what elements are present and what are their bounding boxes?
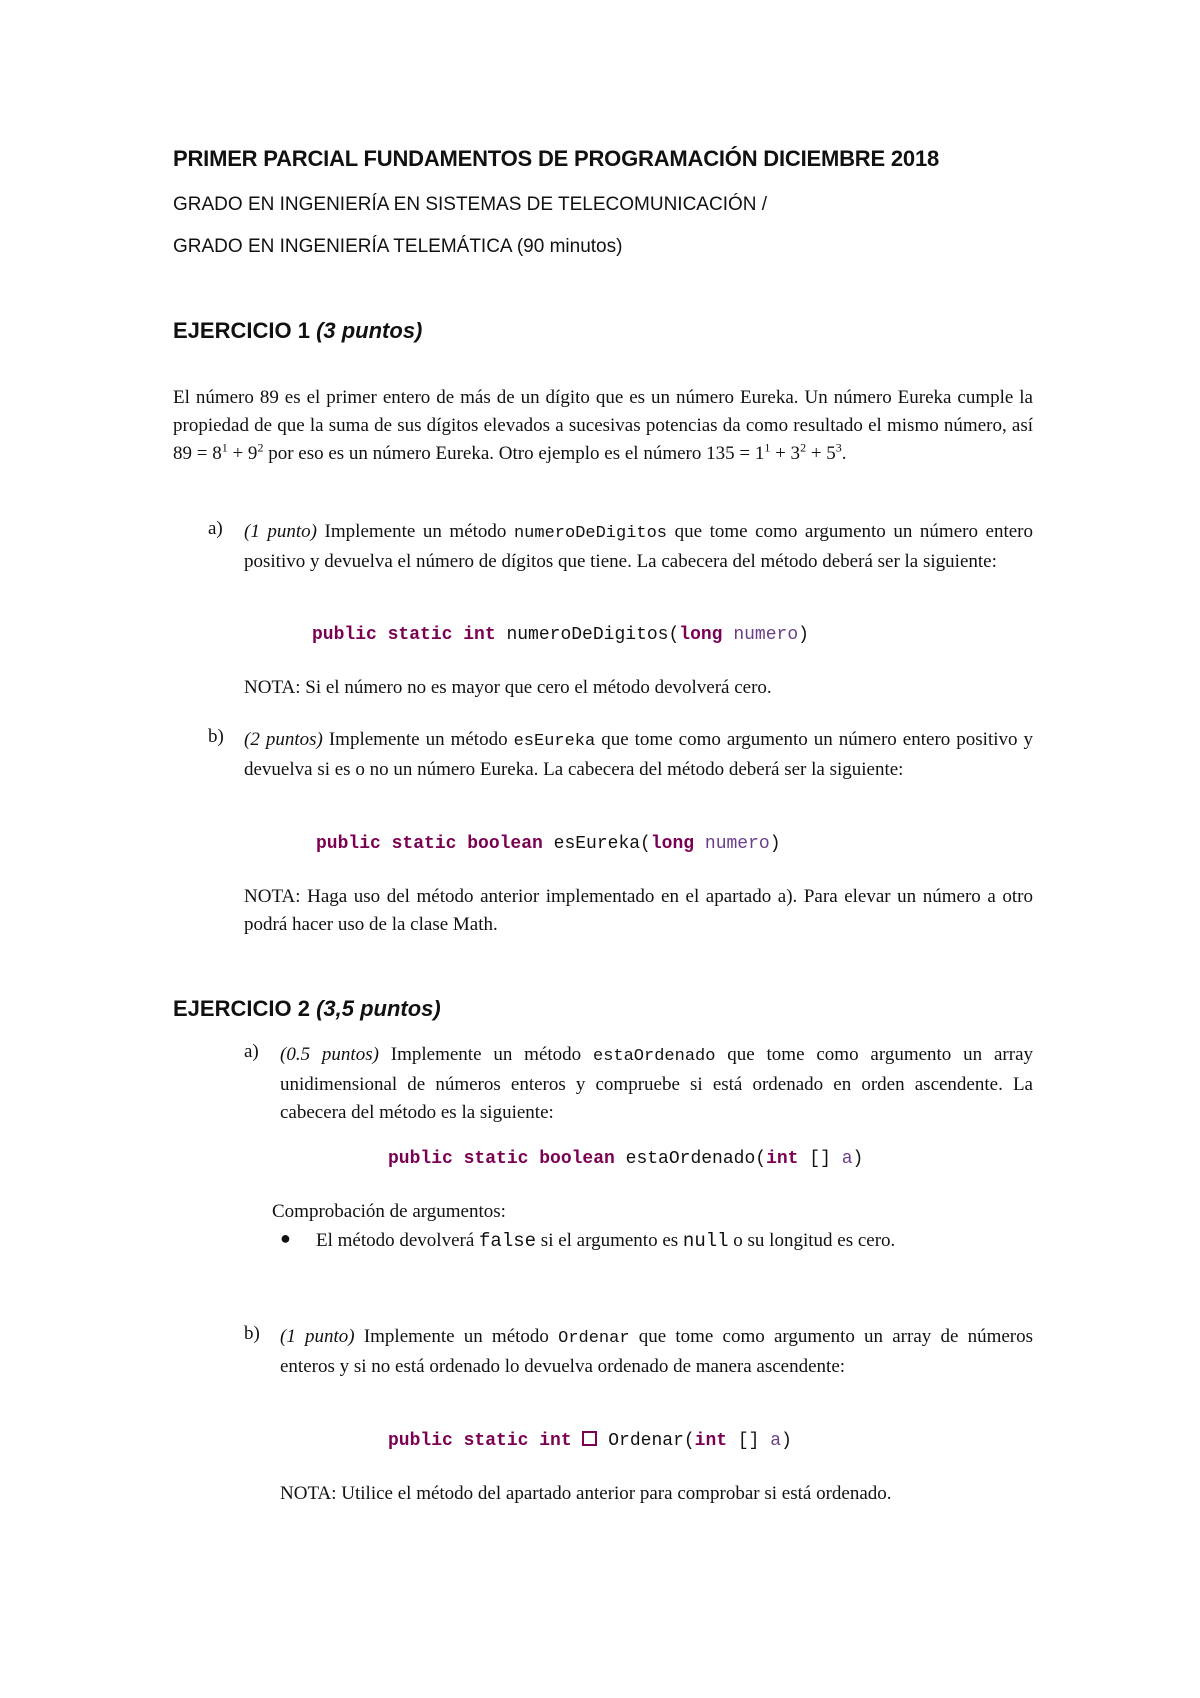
method-name: numeroDeDigitos bbox=[513, 524, 668, 543]
argument-check-heading: Comprobación de argumentos: bbox=[272, 1201, 506, 1222]
exercise-2b-text: (1 punto) Implemente un método Ordenar que tome como argumento un array de números enteros y si no está ordenado lo devuelva ordenado de manera ascendente: bbox=[280, 1326, 1033, 1377]
exercise-2a-text: (0.5 puntos) Implemente un método estaOrdenado que tome como argumento un array unidimensional de números enteros y compruebe si está ordenado en orden ascendente. La cabecera del método es la siguiente: bbox=[280, 1044, 1033, 1123]
degree-line-2: GRADO EN INGENIERÍA TELEMÁTICA (90 minutos) bbox=[173, 236, 623, 257]
method-name: estaOrdenado bbox=[593, 1047, 716, 1066]
degree-line-1: GRADO EN INGENIERÍA EN SISTEMAS DE TELECOMUNICACIÓN / bbox=[173, 194, 768, 215]
array-bracket-glyph bbox=[582, 1431, 597, 1446]
exercise-2a-label: a) bbox=[244, 1041, 259, 1062]
page-title: PRIMER PARCIAL FUNDAMENTOS DE PROGRAMACIÓN DICIEMBRE 2018 bbox=[173, 146, 940, 171]
exercise-1-points: (3 puntos) bbox=[316, 318, 423, 343]
exercise-1b-note: NOTA: Haga uso del método anterior implementado en el apartado a). Para elevar un número a otro podrá hacer uso de la clase Math. bbox=[244, 886, 1033, 935]
exercise-1-heading bbox=[173, 318, 422, 344]
exercise-2b-label: b) bbox=[244, 1323, 260, 1344]
signature-Ordenar: public static int Ordenar(int [] a) bbox=[388, 1431, 792, 1451]
signature-numeroDeDigitos: public static int numeroDeDigitos(long numero) bbox=[312, 625, 809, 645]
exercise-1a-note: NOTA: Si el número no es mayor que cero el método devolverá cero. bbox=[244, 677, 772, 698]
signature-esEureka: public static boolean esEureka(long numero) bbox=[316, 834, 781, 854]
method-name: Ordenar bbox=[558, 1329, 630, 1348]
exercise-1b-text: (2 puntos) Implemente un método esEureka que tome como argumento un número entero positivo y devuelva si es o no un número Eureka. La cabecera del método deberá ser la siguiente: bbox=[244, 729, 1034, 780]
exercise-2b-note: NOTA: Utilice el método del apartado anterior para comprobar si está ordenado. bbox=[280, 1483, 892, 1504]
bullet-dot: ● bbox=[280, 1228, 291, 1248]
exercise-2-title: EJERCICIO 2 bbox=[173, 996, 310, 1021]
exercise-2-heading bbox=[173, 996, 441, 1022]
exercise-1-intro: El número 89 es el primer entero de más de un dígito que es un número Eureka. Un número Eureka cumple la propiedad de que la suma de sus dígitos elevados a sucesivas potencias da como resultado el mismo número, así $89 = 8^1 + 9^2$ por eso es un número Eureka. Otro ejemplo es el número $135 = 1^1 + 3^2 + 5^3$. bbox=[173, 387, 1033, 464]
method-name: esEureka bbox=[513, 732, 596, 751]
exercise-1a-label: a) bbox=[208, 518, 223, 539]
exercise-2-points: (3,5 puntos) bbox=[316, 996, 441, 1021]
exercise-1b-label: b) bbox=[208, 726, 224, 747]
exercise-1-title: EJERCICIO 1 bbox=[173, 318, 310, 343]
signature-estaOrdenado: public static boolean estaOrdenado(int [] a) bbox=[388, 1149, 864, 1169]
exercise-1a-text: (1 punto) Implemente un método numeroDeDigitos que tome como argumento un número entero positivo y devuelva el número de dígitos que tiene. La cabecera del método deberá ser la siguiente: bbox=[244, 521, 1033, 572]
argument-check-bullet: El método devolverá false si el argumento es null o su longitud es cero. bbox=[316, 1230, 896, 1252]
